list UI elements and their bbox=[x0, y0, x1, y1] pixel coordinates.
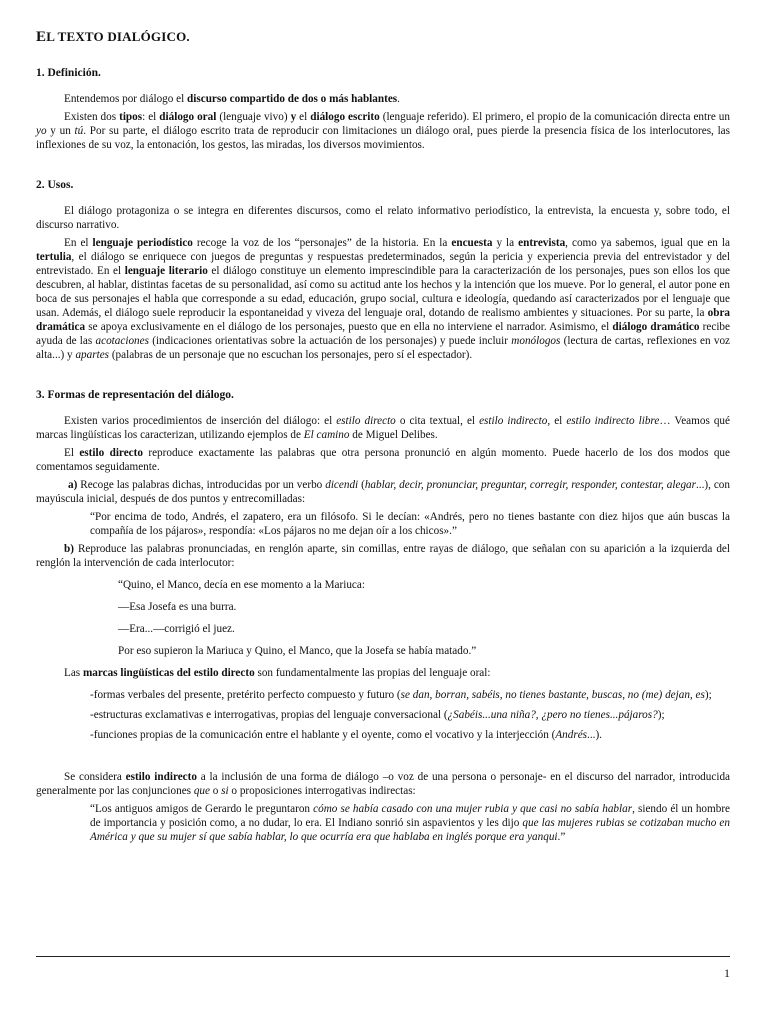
dialog-line: Por eso supieron la Mariuca y Quino, el Manco, que la Josefa se había matado.” bbox=[118, 645, 477, 657]
paragraph: En el lenguaje periodístico recoge la voz de los “personajes” de la historia. En la encuesta y la entrevista, como ya sabemos, igual que en la tertulia, el diálogo se enriquece con juegos de preguntas y respuestas predeterminados, según la pericia y experiencia previa del entrevistador y del entrevistado. En el lenguaje literario el diálogo constituye un elemento imprescindible para la caracterización de los personajes, pues son ellos los que descubren, al hablar, distintas facetas de su personalidad, así como su actitud ante los hechos y la intención que los mueve. Por lo general, el autor pone en boca de sus personajes el habla que corresponde a su edad, educación, grupo social, cultura e ideología, quedando así caracterizados por el lenguaje que usan. Además, el diálogo suele reproducir la espontaneidad y viveza del lenguaje oral, dotando de realismo ambientes y situaciones. Por su parte, la obra dramática se apoya exclusivamente en el diálogo de los personajes, puesto que en ella no interviene el narrador. Asimismo, el diálogo dramático recibe ayuda de las acotaciones (indicaciones orientativas sobre la actuación de los personajes) y puede incluir monólogos (lectura de cartas, reflexiones en voz alta...) y apartes (palabras de un personaje que no escuchan los personajes, pero sí el espectador). bbox=[36, 237, 731, 361]
paragraph-option-a: a) Recoge las palabras dichas, introducidas por un verbo dicendi (hablar, decir, pronunciar, preguntar, corregir, responder, contestar, alegar...), con mayúscula inicial, después de dos puntos y entrecomilladas: bbox=[36, 479, 730, 505]
title-rest: L TEXTO DIALÓGICO. bbox=[46, 29, 190, 44]
paragraph-option-b: b) Reproduce las palabras pronunciadas, en renglón aparte, sin comillas, entre rayas de diálogo, que señalan con su aparición a la izquierda del renglón la intervención de cada interlocutor: bbox=[36, 543, 730, 569]
dialog-line: “Quino, el Manco, decía en ese momento a la Mariuca: bbox=[118, 579, 365, 591]
title-first-letter: E bbox=[36, 29, 47, 45]
paragraph: El diálogo protagoniza o se integra en diferentes discursos, como el relato informativo periodístico, la entrevista, la encuesta y, sobre todo, el discurso narrativo. bbox=[36, 205, 730, 231]
quote-block: “Por encima de todo, Andrés, el zapatero, era un filósofo. Si le decían: «Andrés, pero no tienes bastante con diez hijos que aún buscas la compañía de los pájaros», respondía: «Los pájaros no me dejan oír a los chicos».” bbox=[90, 511, 730, 537]
quote-block: “Los antiguos amigos de Gerardo le preguntaron cómo se había casado con una mujer rubia y que casi no sabía hablar, siendo él un hombre de importancia y posición como, a no dudar, lo era. El Indiano sonrió sin aspavientos y les dijo que las mujeres rubias se cotizaban mucho en América y que su mujer sí que sabía hablar, lo que ocurría era que hablaba en inglés porque era yanqui.” bbox=[90, 803, 731, 843]
footer-divider bbox=[36, 956, 730, 957]
list-item: -formas verbales del presente, pretérito perfecto compuesto y futuro (se dan, borran, sabéis, no tienes bastante, buscas, no (me) dejan, es); bbox=[90, 689, 712, 701]
section-heading-definicion: 1. Definición. bbox=[36, 67, 101, 79]
dialog-line: —Esa Josefa es una burra. bbox=[118, 601, 237, 613]
page-number: 1 bbox=[724, 966, 730, 980]
paragraph: Entendemos por diálogo el discurso compartido de dos o más hablantes. bbox=[64, 93, 400, 105]
paragraph: Las marcas lingüísticas del estilo directo son fundamentalmente las propias del lenguaje oral: bbox=[64, 667, 491, 679]
section-heading-formas: 3. Formas de representación del diálogo. bbox=[36, 389, 234, 401]
paragraph: El estilo directo reproduce exactamente las palabras que otra persona pronunció en algún momento. Puede hacerlo de los dos modos que comentamos seguidamente. bbox=[36, 447, 730, 473]
list-item: -funciones propias de la comunicación entre el hablante y el oyente, como el vocativo y la interjección (Andrés...). bbox=[90, 729, 602, 741]
dialog-line: —Era...—corrigió el juez. bbox=[118, 623, 235, 635]
document-page bbox=[36, 30, 730, 848]
document-title bbox=[36, 30, 730, 44]
paragraph: Existen varios procedimientos de inserción del diálogo: el estilo directo o cita textual, el estilo indirecto, el estilo indirecto libre… Veamos qué marcas lingüísticas los caracterizan, utilizando ejemplos de El camino de Miguel Delibes. bbox=[36, 415, 730, 441]
paragraph: Existen dos tipos: el diálogo oral (lenguaje vivo) y el diálogo escrito (lenguaje referido). El primero, el propio de la comunicación directa entre un yo y un tú. Por su parte, el diálogo escrito trata de reproducir con limitaciones un diálogo oral, pues pierde la presencia física de los interlocutores, las inflexiones de su voz, la entonación, los gestos, las miradas, los diversos movimientos. bbox=[36, 111, 731, 151]
section-heading-usos: 2. Usos. bbox=[36, 179, 74, 191]
list-item: -estructuras exclamativas e interrogativas, propias del lenguaje conversacional (¿Sabéis...una niña?, ¿pero no tienes...pájaros?); bbox=[90, 709, 665, 721]
paragraph: Se considera estilo indirecto a la inclusión de una forma de diálogo –o voz de una persona o personaje- en el discurso del narrador, introducida generalmente por las conjunciones que o si o proposiciones interrogativas indirectas: bbox=[36, 771, 730, 797]
